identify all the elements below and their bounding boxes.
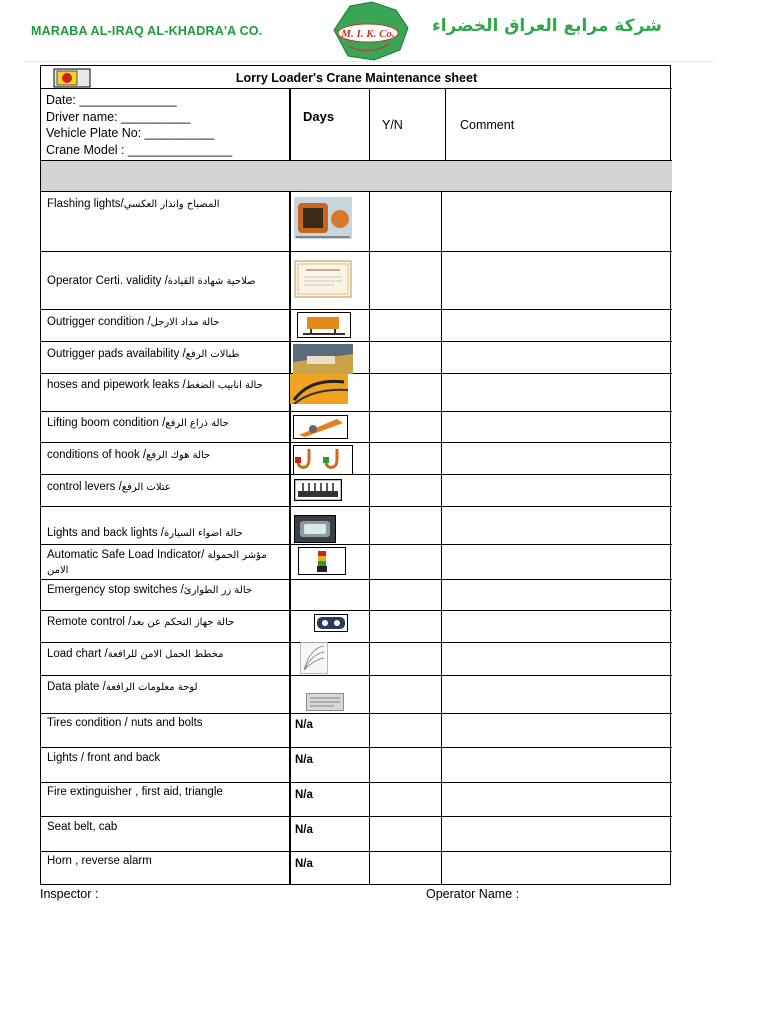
header-divider (26, 61, 714, 62)
grid-line (41, 713, 672, 714)
list-item: Outrigger pads availability /طبالات الرفع (47, 348, 240, 360)
na-marker: N/a (295, 719, 313, 731)
grid-line (41, 579, 672, 580)
back-light-icon (294, 515, 336, 543)
inspector-field[interactable]: Inspector : (40, 887, 99, 901)
grid-line (369, 191, 370, 885)
grid-line (41, 309, 672, 310)
remote-control-icon (314, 614, 348, 632)
boom-icon (293, 415, 348, 439)
list-item: Seat belt, cab (47, 821, 118, 833)
grid-line (41, 506, 672, 507)
grid-line (41, 411, 672, 412)
grid-line (41, 782, 672, 783)
na-marker: N/a (295, 858, 313, 870)
load-chart-icon (300, 642, 328, 674)
grid-line (41, 816, 672, 817)
yn-column-header: Y/N (382, 118, 403, 132)
grid-line (289, 191, 291, 885)
company-name-arabic: شركة مرابع العراق الخضراء (432, 16, 662, 36)
vehicle-plate-field[interactable]: Vehicle Plate No: __________ (46, 126, 215, 140)
sheet-title: Lorry Loader's Crane Maintenance sheet (235, 71, 478, 85)
certificate-icon (294, 260, 352, 298)
list-item: Operator Certi. validity /صلاحية شهادة القيادة (47, 275, 256, 287)
grid-line (41, 373, 672, 374)
grid-line (41, 474, 672, 475)
date-field[interactable]: Date: ______________ (46, 93, 177, 107)
list-item: Tires condition / nuts and bolts (47, 717, 203, 729)
data-plate-icon (306, 693, 344, 711)
list-item: Lights and back lights /حالة اضواء السيارة (47, 527, 243, 539)
na-marker: N/a (295, 754, 313, 766)
company-name-english: MARABA AL-IRAQ AL-KHADRA'A CO. (31, 24, 263, 38)
grid-line (41, 747, 672, 748)
list-item: Load chart /مخطط الحمل الامن للرافعة (47, 648, 224, 660)
section-band (41, 161, 672, 191)
list-item: control levers /عتلات الرفع (47, 481, 171, 493)
grid-line (41, 642, 672, 643)
outrigger-pads-icon (293, 344, 353, 374)
flashing-light-icon (294, 197, 352, 239)
list-item: Horn , reverse alarm (47, 855, 152, 867)
grid-line (41, 341, 672, 342)
hoses-icon (290, 374, 348, 404)
load-indicator-icon (298, 547, 346, 575)
grid-line (41, 251, 672, 252)
outrigger-icon (297, 312, 351, 338)
days-column-header: Days (303, 109, 335, 124)
grid-line (41, 160, 672, 161)
letterhead (0, 0, 768, 62)
grid-line (41, 544, 672, 545)
grid-line (41, 191, 672, 192)
list-item: Lifting boom condition /حالة ذراع الرفع (47, 417, 229, 429)
list-item: Data plate /لوحة معلومات الرافعة (47, 681, 198, 693)
driver-name-field[interactable]: Driver name: __________ (46, 110, 191, 124)
grid-line (289, 88, 291, 161)
grid-line (441, 191, 442, 885)
list-item: Outrigger condition /حالة مداد الارجل (47, 316, 220, 328)
list-item: Automatic Safe Load Indicator/ مؤشر الحمولة الامن (47, 549, 267, 576)
list-item: hoses and pipework leaks /حالة انابيب الضغط (47, 379, 263, 391)
grid-line (41, 675, 672, 676)
crane-model-field[interactable]: Crane Model : _______________ (46, 143, 233, 157)
list-item: Lights / front and back (47, 752, 161, 764)
grid-line (41, 851, 672, 852)
na-marker: N/a (295, 824, 313, 836)
svg-text:M. I. K. Co.: M. I. K. Co. (341, 28, 395, 40)
control-levers-icon (294, 479, 342, 501)
hook-icon (293, 445, 353, 475)
maintenance-sheet (40, 65, 671, 885)
operator-name-field[interactable]: Operator Name : (426, 887, 520, 901)
grid-line (445, 88, 446, 161)
company-logo (312, 0, 424, 62)
grid-line (369, 88, 370, 161)
grid-line (41, 442, 672, 443)
grid-line (41, 88, 672, 89)
list-item: conditions of hook /حالة هوك الرفع (47, 449, 211, 461)
comment-column-header: Comment (460, 118, 515, 132)
list-item: Fire extinguisher , first aid, triangle (47, 786, 223, 798)
list-item: Emergency stop switches /حالة زر الطوارئ (47, 584, 253, 596)
list-item: Flashing lights/المصباح وانذار العكسي (47, 198, 220, 210)
list-item: Remote control /حالة جهاز التحكم عن بعد (47, 616, 235, 628)
na-marker: N/a (295, 789, 313, 801)
grid-line (41, 610, 672, 611)
